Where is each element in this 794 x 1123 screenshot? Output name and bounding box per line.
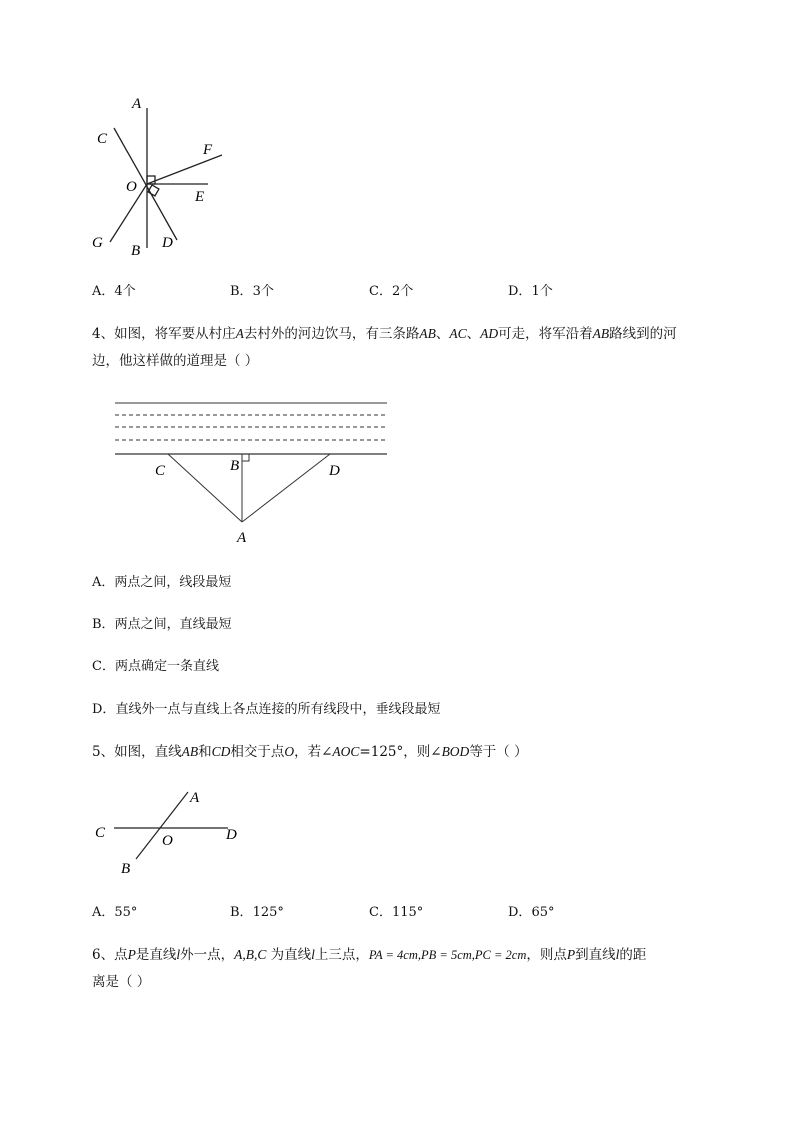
question-number: 5、 bbox=[92, 744, 115, 760]
stem-var: CD bbox=[211, 744, 231, 759]
stem-text: 路线到的河 bbox=[609, 326, 677, 342]
q4-option-c[interactable] bbox=[92, 659, 219, 675]
option-letter: D． bbox=[508, 905, 532, 920]
label-A: A bbox=[132, 96, 142, 112]
stem-text: 、 bbox=[435, 326, 450, 342]
stem-text: 是直线 bbox=[135, 947, 177, 963]
stem-text: 外一点， bbox=[180, 947, 235, 963]
figure-angles-diagram bbox=[80, 90, 240, 260]
option-text: 2个 bbox=[391, 284, 414, 299]
option-text: 3个 bbox=[252, 284, 274, 299]
option-letter: A． bbox=[92, 905, 115, 920]
option-letter: B． bbox=[92, 617, 115, 632]
stem-var: P bbox=[566, 947, 576, 962]
option-text: 两点确定一条直线 bbox=[114, 659, 219, 674]
stem-text: =125°，则∠ bbox=[359, 744, 442, 760]
stem-var: BOD bbox=[441, 744, 470, 759]
question-number: 4、 bbox=[92, 326, 115, 342]
stem-var: AB bbox=[419, 326, 436, 341]
stem-var: A,B,C bbox=[234, 947, 267, 962]
q5-option-a[interactable] bbox=[92, 905, 137, 921]
option-letter: C． bbox=[92, 659, 115, 674]
stem-text: 、 bbox=[466, 326, 481, 342]
stem-var: AC bbox=[449, 326, 467, 341]
option-text: 65° bbox=[531, 905, 555, 920]
stem-text: 如图，直线 bbox=[114, 744, 182, 760]
label-B: B bbox=[230, 458, 240, 474]
label-D: D bbox=[162, 235, 173, 251]
label-A: A bbox=[237, 530, 247, 546]
stem-var: l bbox=[311, 947, 315, 962]
stem-var: P bbox=[127, 947, 136, 962]
label-E: E bbox=[195, 189, 205, 205]
option-text: 125° bbox=[252, 905, 284, 920]
ray-OF bbox=[147, 155, 222, 184]
option-letter: D． bbox=[92, 702, 116, 717]
stem-var: AOC bbox=[332, 744, 360, 759]
label-O: O bbox=[126, 179, 137, 195]
label-B: B bbox=[121, 861, 131, 877]
label-D: D bbox=[226, 827, 237, 843]
stem-text: 等于（ ） bbox=[469, 744, 528, 760]
option-letter: C． bbox=[369, 905, 392, 920]
option-letter: A． bbox=[92, 284, 115, 299]
option-text: 两点之间，线段最短 bbox=[114, 575, 232, 590]
option-letter: A． bbox=[92, 575, 115, 590]
stem-text: 如图，将军要从村庄 bbox=[114, 326, 236, 342]
stem-text: 到直线 bbox=[575, 947, 616, 963]
q4-option-b[interactable] bbox=[92, 617, 232, 633]
stem-text: 为直线 bbox=[266, 947, 312, 963]
stem-line-2: 边，他这样做的道理是（ ） bbox=[92, 353, 259, 369]
right-angle-mark bbox=[242, 454, 249, 461]
label-O: O bbox=[162, 833, 173, 849]
stem-text: 去村外的河边饮马，有三条路 bbox=[243, 326, 420, 342]
q5-option-d[interactable] bbox=[508, 905, 554, 921]
q5-option-b[interactable] bbox=[230, 905, 284, 921]
q3-option-c[interactable] bbox=[369, 284, 413, 300]
label-C: C bbox=[95, 825, 106, 841]
road-AD bbox=[242, 454, 330, 522]
stem-var: O bbox=[284, 744, 295, 759]
stem-text: 点 bbox=[114, 947, 128, 963]
option-text: 55° bbox=[114, 905, 138, 920]
option-letter: C． bbox=[369, 284, 392, 299]
stem-line-2: 离是（ ） bbox=[92, 974, 151, 990]
figure-river-diagram bbox=[100, 395, 400, 550]
q4-option-d[interactable] bbox=[92, 702, 440, 718]
option-text: 两点之间，直线最短 bbox=[114, 617, 232, 632]
label-A: A bbox=[190, 790, 200, 806]
q4-option-a[interactable] bbox=[92, 575, 231, 591]
option-letter: B． bbox=[230, 284, 253, 299]
stem-var: AB bbox=[592, 326, 610, 341]
option-text: 115° bbox=[391, 905, 424, 920]
stem-var: AB bbox=[181, 744, 199, 759]
label-C: C bbox=[155, 463, 166, 479]
q6-stem bbox=[92, 941, 742, 996]
stem-var: A bbox=[235, 326, 244, 341]
q3-option-b[interactable] bbox=[230, 284, 274, 300]
q5-stem bbox=[92, 738, 742, 766]
option-text: 4个 bbox=[114, 284, 136, 299]
option-text: 1个 bbox=[531, 284, 553, 299]
stem-text: 可走，将军沿着 bbox=[498, 326, 593, 342]
label-B: B bbox=[131, 243, 141, 259]
q4-stem bbox=[92, 320, 742, 375]
stem-text: ，则点 bbox=[526, 947, 567, 963]
q5-option-c[interactable] bbox=[369, 905, 423, 921]
label-G: G bbox=[92, 235, 103, 251]
stem-text: 相交于点 bbox=[230, 744, 285, 760]
stem-text: 和 bbox=[198, 744, 212, 760]
label-D: D bbox=[329, 463, 340, 479]
option-letter: B． bbox=[230, 905, 253, 920]
stem-text: ，若∠ bbox=[294, 744, 333, 760]
stem-text: 上三点， bbox=[314, 947, 369, 963]
stem-var: l bbox=[176, 947, 181, 962]
label-F: F bbox=[203, 142, 213, 158]
label-C: C bbox=[97, 131, 108, 147]
stem-text: 的距 bbox=[619, 947, 647, 963]
option-text: 直线外一点与直线上各点连接的所有线段中，垂线段最短 bbox=[115, 702, 441, 717]
option-letter: D． bbox=[508, 284, 532, 299]
stem-var: l bbox=[615, 947, 620, 962]
q3-option-a[interactable] bbox=[92, 284, 136, 300]
stem-var: AD bbox=[480, 326, 499, 341]
figure-intersecting-lines bbox=[88, 785, 258, 880]
question-number: 6、 bbox=[92, 947, 115, 963]
stem-measures: PA = 4cm,PB = 5cm,PC = 2cm bbox=[368, 948, 527, 962]
q3-option-d[interactable] bbox=[508, 284, 553, 300]
